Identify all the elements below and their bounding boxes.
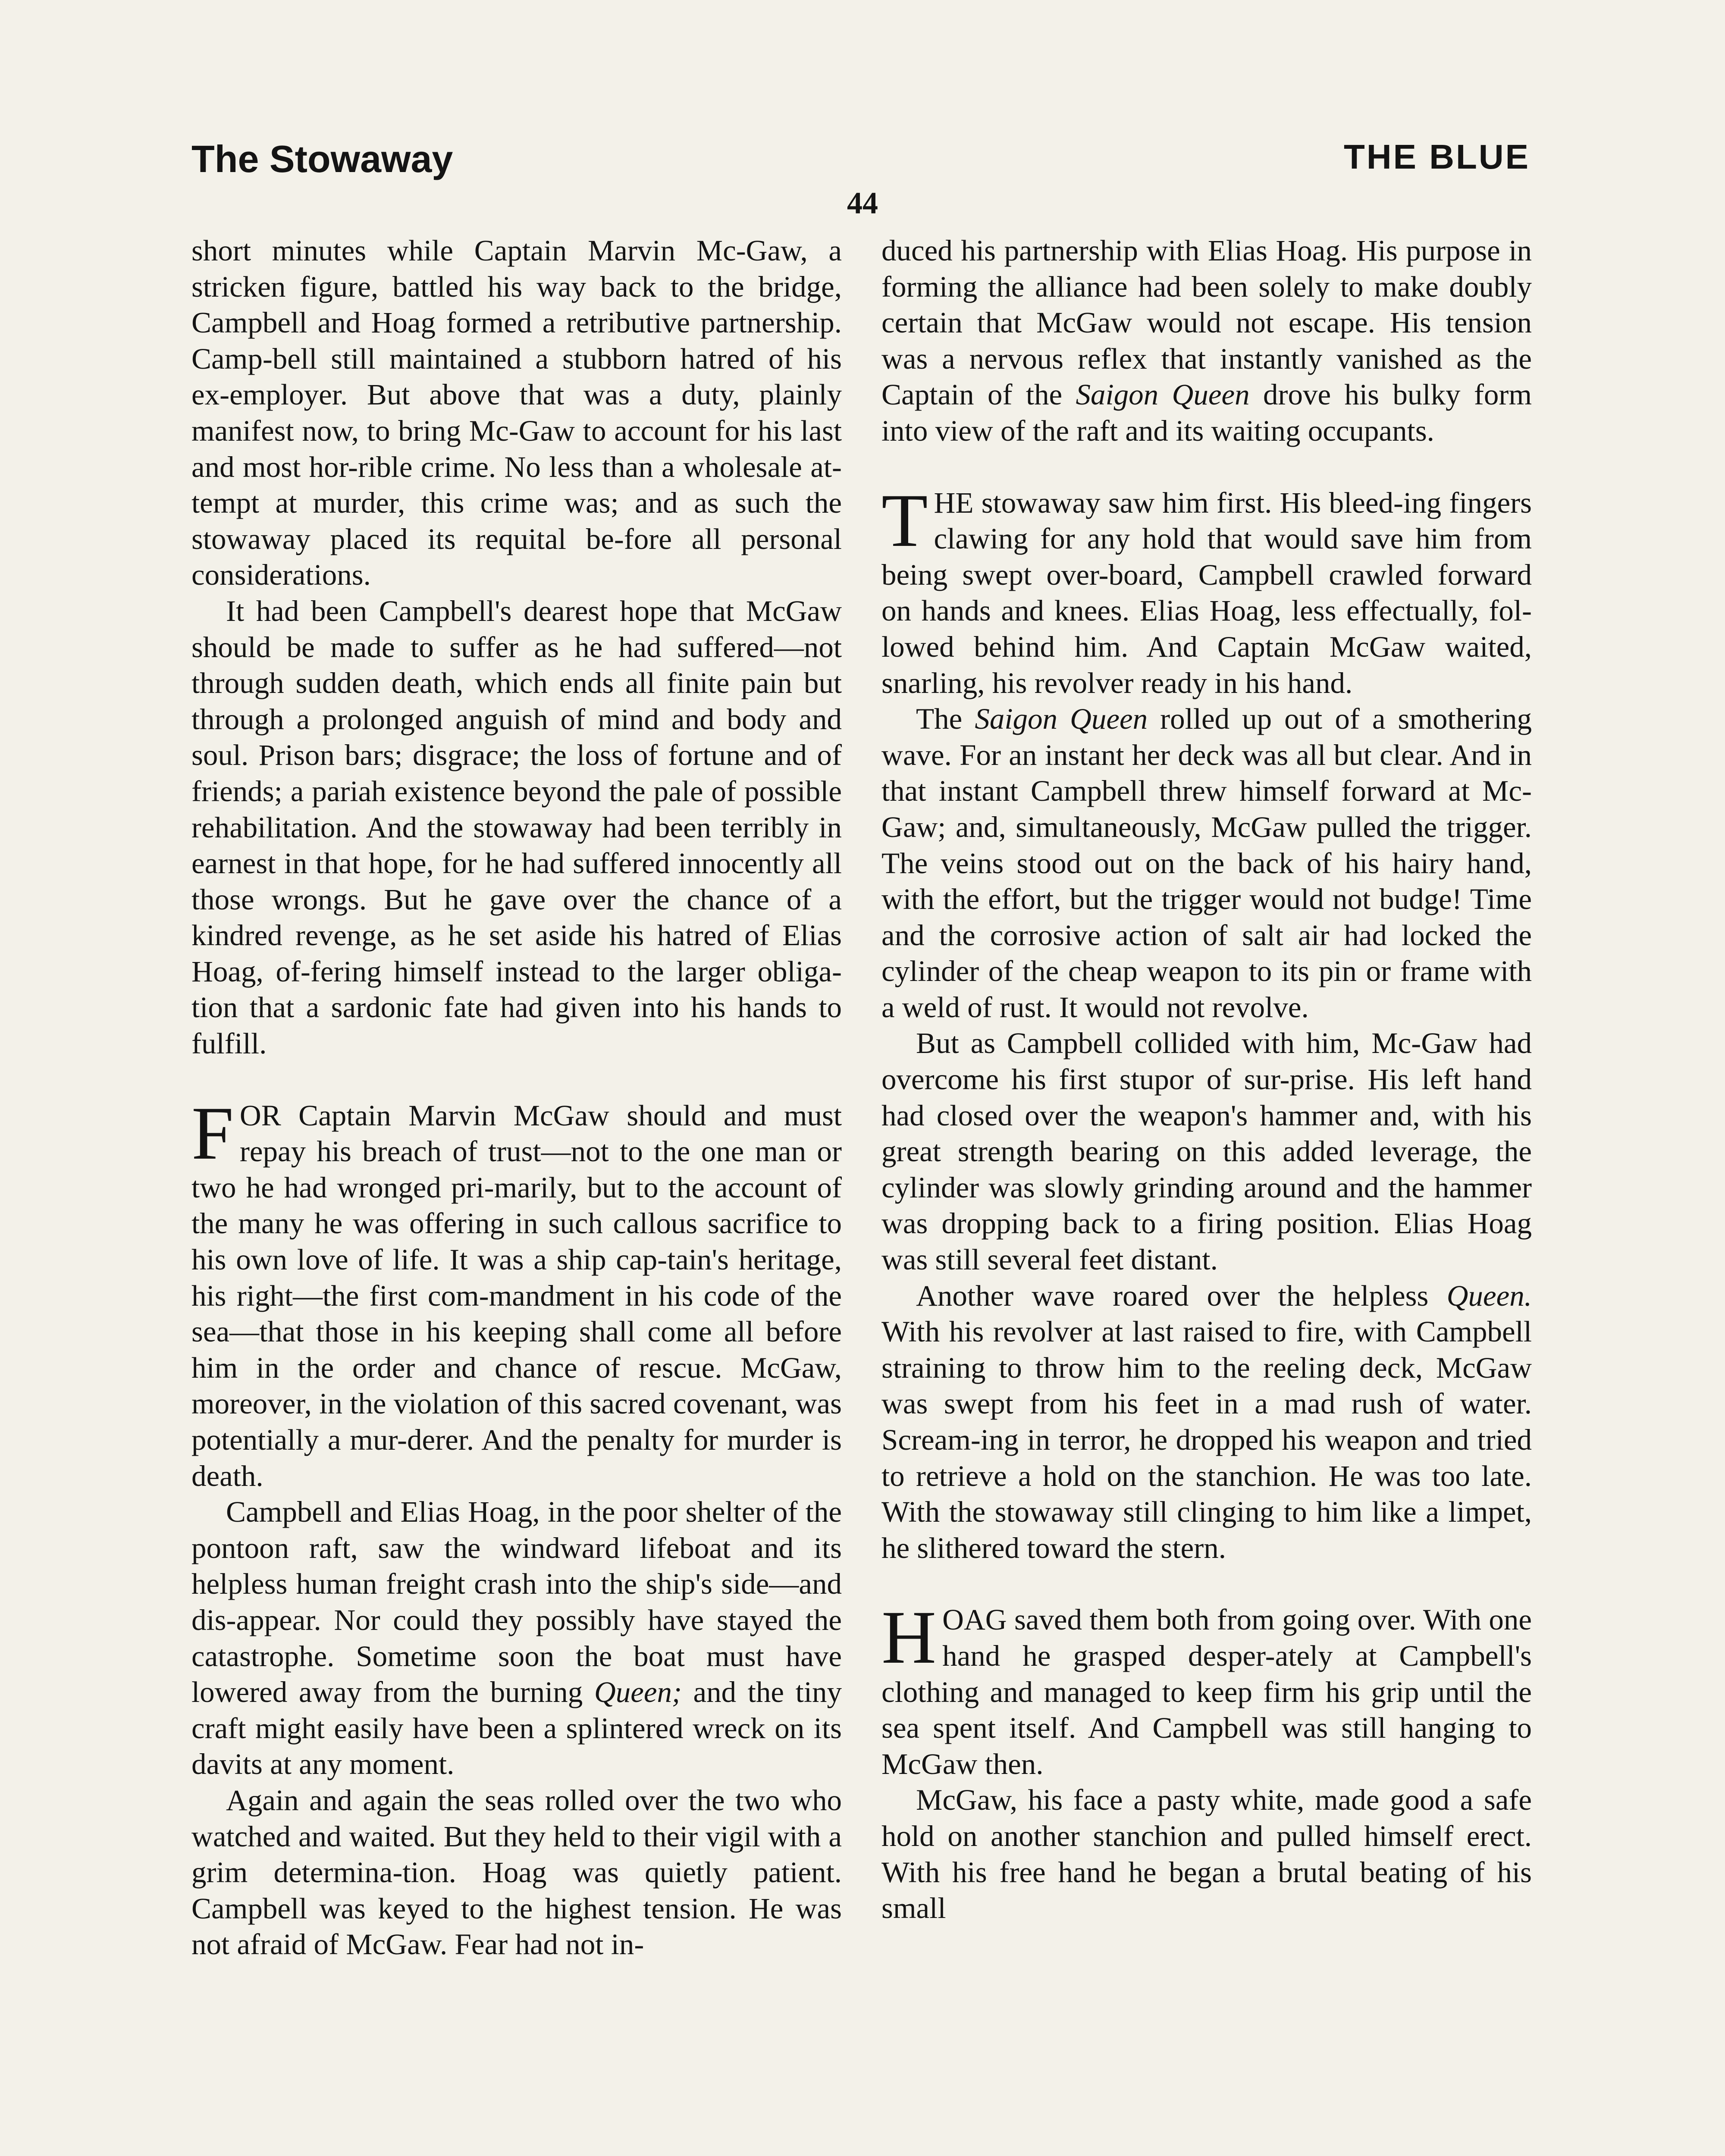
paragraph <box>881 233 1532 449</box>
paragraph: Again and again the seas rolled over the two who watched and waited. But they held to their vigil with a grim determina-tion. Hoag was quietly patient. Campbell was keyed to the highest tension. He was not afraid of McGaw. Fear had not in- <box>191 1783 842 1961</box>
paragraph <box>881 478 1532 702</box>
story-title: The Stowaway <box>191 138 453 180</box>
paragraph-text: drove his bulky form into view of the raft and its waiting occupants. <box>881 378 1532 447</box>
paragraph <box>191 1494 842 1783</box>
italic-text: Saigon Queen <box>975 702 1148 736</box>
italic-text: Queen; <box>594 1676 682 1709</box>
paragraph <box>881 701 1532 1025</box>
drop-cap: H <box>881 1595 937 1680</box>
paragraph <box>881 1278 1532 1567</box>
magazine-title: THE BLUE <box>1344 138 1530 176</box>
paragraph: But as Campbell collided with him, Mc-Gaw had overcome his first stupor of sur-prise. His left hand had closed over the weapon's hammer and, with his great strength bearing on this added leverage, the cylinder was slowly grinding around and the hammer was dropping back to a firing position. Elias Hoag was still several feet distant. <box>881 1027 1532 1276</box>
paragraph: It had been Campbell's dearest hope that McGaw should be made to suffer as he had suffered—not through sudden death, which ends all finite pain but through a prolonged anguish of mind and body and soul. Prison bars; disgrace; the loss of fortune and of friends; a pariah existence beyond the pale of possible rehabilitation. And the stowaway had been terribly in earnest in that hope, for he had suffered innocently all those wrongs. But he gave over the chance of a kindred revenge, as he set aside his hatred of Elias Hoag, of-fering himself instead to the larger obliga-tion that a sardonic fate had given into his hands to fulfill. <box>191 594 842 1060</box>
paragraph-text: and the tiny craft might easily have been a splintered wreck on its davits at any moment. <box>191 1676 842 1781</box>
drop-cap: F <box>191 1091 234 1175</box>
drop-cap: T <box>881 478 928 563</box>
page-number: 44 <box>847 186 878 220</box>
paragraph-text: Another wave roared over the helpless <box>916 1279 1447 1312</box>
paragraph-text: rolled up out of a smothering wave. For an instant her deck was all but clear. And in that instant Campbell threw himself forward at Mc-Gaw; and, simultaneously, McGaw pulled the trigger. The veins stood out on the back of his hairy hand, with the effort, but the trigger would not budge! Time and the corrosive action of salt air had locked the cylinder of the cheap weapon to its pin or frame with a weld of rust. It would not revolve. <box>881 702 1532 1024</box>
paragraph-text: The <box>916 702 975 736</box>
left-column <box>191 233 842 1963</box>
italic-text: Saigon Queen <box>1076 378 1250 411</box>
paragraph <box>881 1595 1532 1782</box>
paragraph-text: duced his partnership with Elias Hoag. His purpose in forming the alliance had been solely to make doubly certain that McGaw would not escape. His tension was a nervous reflex that instantly vanished as the Captain of the <box>881 234 1532 411</box>
paragraph: short minutes while Captain Marvin Mc-Gaw, a stricken figure, battled his way back to the bridge, Campbell and Hoag formed a retributive partnership. Camp-bell still maintained a stubborn hatred of his ex-employer. But above that was a duty, plainly manifest now, to bring Mc-Gaw to account for his last and most hor-rible crime. No less than a wholesale at-tempt at murder, this crime was; and as such the stowaway placed its requital be-fore all personal considerations. <box>191 234 842 592</box>
paragraph-text: OR Captain Marvin McGaw should and must repay his breach of trust—not to the one man or two he had wronged pri-marily, but to the account of the many he was offering in such callous sacrifice to his own love of life. It was a ship cap-tain's heritage, his right—the first com-mandment in his code of the sea—that those in his keeping shall come all before him in the order and chance of rescue. McGaw, moreover, in the violation of this sacred covenant, was potentially a mur-derer. And the penalty for murder is death. <box>191 1099 842 1492</box>
paragraph <box>191 1091 842 1495</box>
italic-text: Queen. <box>1446 1279 1532 1312</box>
paragraph-text: OAG saved them both from going over. With one hand he grasped desper-ately at Campbell's clothing and managed to keep firm his grip until the sea spent itself. And Campbell was still hanging to McGaw then. <box>881 1603 1532 1780</box>
paragraph-text: Campbell and Elias Hoag, in the poor shelter of the pontoon raft, saw the windward lifeboat and its helpless human freight crash into the ship's side—and dis-appear. Nor could they possibly have stayed the catastrophe. Sometime soon the boat must have lowered away from the burning <box>191 1495 842 1709</box>
right-column <box>881 233 1532 1927</box>
paragraph: McGaw, his face a pasty white, made good a safe hold on another stanchion and pulled himself erect. With his free hand he began a brutal beating of his small <box>881 1783 1532 1925</box>
paragraph-text: HE stowaway saw him first. His bleed-ing fingers clawing for any hold that would save him from being swept over-board, Campbell crawled forward on hands and knees. Elias Hoag, less effectually, fol-lowed behind him. And Captain McGaw waited, snarling, his revolver ready in his hand. <box>881 486 1532 699</box>
paragraph-text: With his revolver at last raised to fire, with Campbell straining to throw him to the reeling deck, McGaw was swept from his feet in a mad rush of water. Scream-ing in terror, he dropped his weapon and tried to retrieve a hold on the stanchion. He was too late. With the stowaway still clinging to him like a limpet, he slithered toward the stern. <box>881 1315 1532 1564</box>
